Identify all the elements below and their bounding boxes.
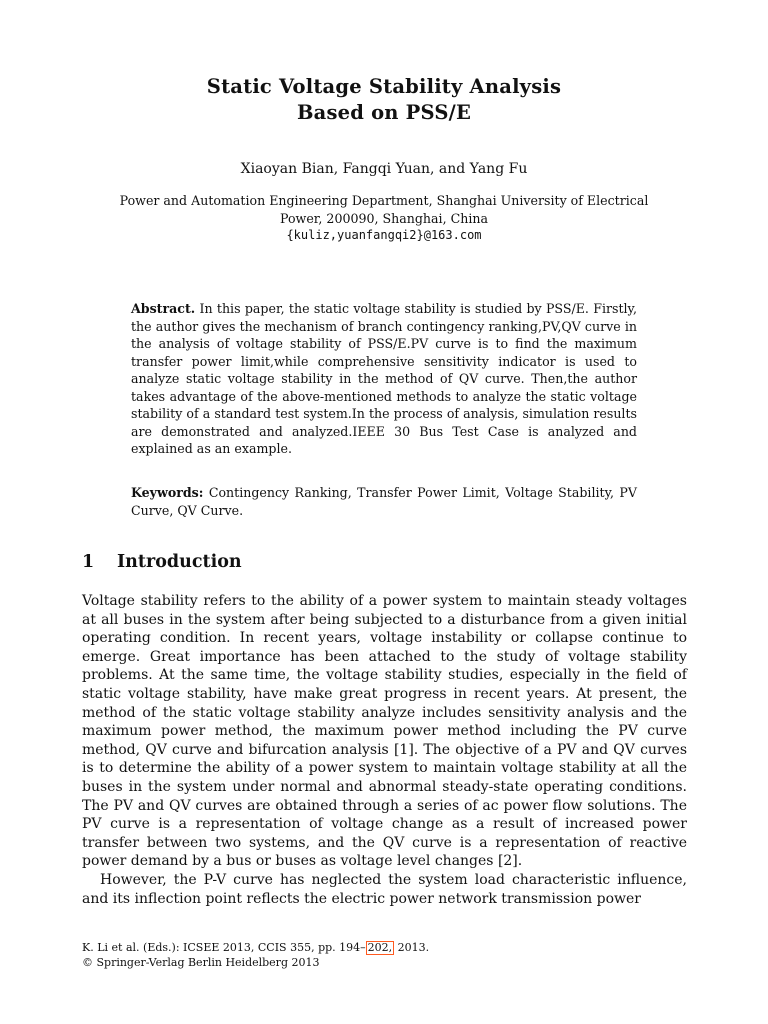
paper-title [0, 74, 768, 126]
citation-line [82, 940, 687, 955]
keywords-block [131, 484, 637, 520]
copyright-line: © Springer-Verlag Berlin Heidelberg 2013 [82, 956, 320, 969]
page-footer [82, 940, 687, 970]
abstract-label: Abstract. [131, 301, 196, 316]
author-list: Xiaoyan Bian, Fangqi Yuan, and Yang Fu [240, 161, 528, 177]
keywords-text: Contingency Ranking, Transfer Power Limit, Voltage Stability, PV Curve, QV Curve. [131, 485, 637, 518]
section-heading-introduction [82, 550, 242, 574]
citation-suffix: 2013. [394, 941, 430, 954]
title-line-1: Static Voltage Stability Analysis [206, 75, 562, 98]
keywords-label: Keywords: [131, 485, 204, 500]
section-number: 1 [82, 552, 95, 572]
end-page-link[interactable]: 202, [367, 941, 393, 954]
paragraph-2: However, the P-V curve has neglected the system load characteristic influence, and its inflection point reflects the electric power network transmission power [82, 871, 687, 907]
affiliation-line-2: Power, 200090, Shanghai, China [280, 210, 488, 226]
abstract-block [131, 300, 637, 458]
title-line-2: Based on PSS/E [296, 101, 472, 124]
author-email: {kuliz,yuanfangqi2}@163.com [286, 228, 482, 242]
abstract-text: In this paper, the static voltage stability is studied by PSS/E. Firstly, the author gives the mechanism of branch contingency ranking,PV,QV curve in the analysis of voltage stability of PSS/E.PV curve is to find the maximum transfer power limit,while comprehensive sensitivity indicator is used to analyze static voltage stability in the method of QV curve. Then,the author takes advantage of the above-mentioned methods to analyze the static voltage stability of a standard test system.In the process of analysis, simulation results are demonstrated and analyzed.IEEE 30 Bus Test Case is analyzed and explained as an example. [131, 301, 637, 456]
section-title: Introduction [117, 552, 242, 572]
paragraph-1: Voltage stability refers to the ability of a power system to maintain steady voltages at all buses in the system after being subjected to a disturbance from a given initial operating condition. In recent years, voltage instability or collapse continue to emerge. Great importance has been attached to the study of voltage stability problems. At the same time, the voltage stability studies, especially in the field of static voltage stability, have make great progress in recent years. At present, the method of the static voltage stability analyze includes sensitivity analysis and the maximum power method, the maximum power method including the PV curve method, QV curve and bifurcation analysis [1]. The objective of a PV and QV curves is to determine the ability of a power system to maintain voltage stability at all the buses in the system under normal and abnormal steady-state operating conditions. The PV and QV curves are obtained through a series of ac power flow solutions. The PV curve is a representation of voltage change as a result of increased power transfer between two systems, and the QV curve is a representation of reactive power demand by a bus or buses as voltage level changes [2]. [82, 593, 687, 870]
introduction-body [82, 592, 687, 908]
affiliation [60, 192, 708, 245]
citation-prefix: K. Li et al. (Eds.): ICSEE 2013, CCIS 355, pp. 194– [82, 941, 366, 954]
affiliation-line-1: Power and Automation Engineering Department, Shanghai University of Electrical [119, 193, 649, 208]
